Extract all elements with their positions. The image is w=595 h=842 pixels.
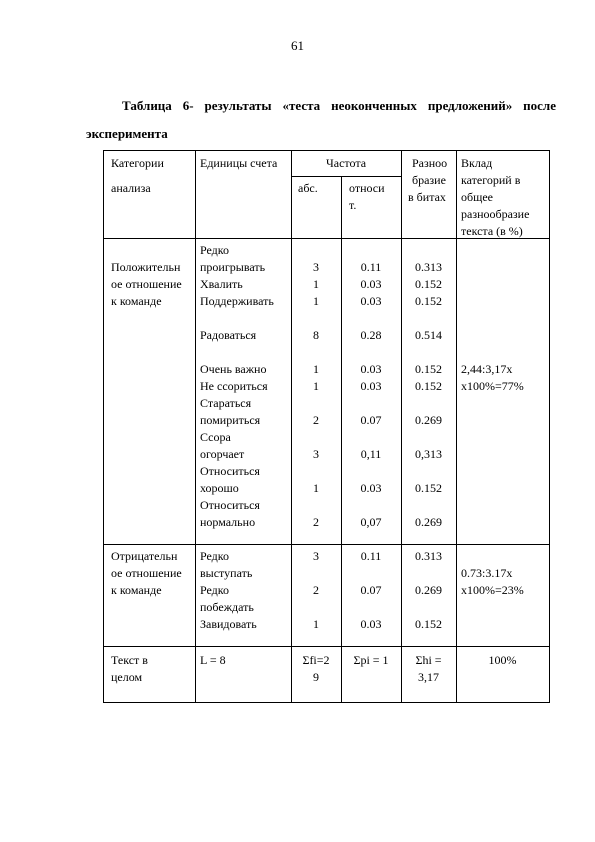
total-contribution: 100%: [488, 653, 517, 667]
unit-label: выступать: [200, 566, 253, 580]
rel-value: 0.07: [360, 413, 382, 427]
abs-value: 3: [313, 260, 319, 274]
abs-value: 1: [313, 617, 319, 631]
header-contribution-line-2: категорий в: [461, 173, 521, 187]
rel-value: 0.03: [360, 294, 382, 308]
header-diversity-line-3: в битах: [408, 190, 446, 204]
rel-value: 0.03: [360, 362, 382, 376]
group-negative-category-line-3: к команде: [111, 583, 162, 597]
unit-label: Завидовать: [200, 617, 257, 631]
header-category-line-1: Категории: [111, 156, 164, 170]
abs-value: 1: [313, 481, 319, 495]
unit-label: Ссора: [200, 430, 231, 444]
abs-value: 1: [313, 277, 319, 291]
bits-value: 0.152: [415, 617, 442, 631]
abs-value: 2: [313, 515, 319, 529]
header-rel-line-1: относи: [349, 181, 385, 195]
header-frequency: Частота: [325, 156, 367, 170]
bits-value: 0.514: [415, 328, 442, 342]
results-table: [103, 150, 550, 703]
unit-label: огорчает: [200, 447, 245, 461]
page-number: 61: [291, 38, 304, 53]
rel-value: 0.11: [360, 260, 382, 274]
header-rel-line-2: т.: [349, 198, 357, 212]
bits-value: 0.152: [415, 362, 442, 376]
rel-value: 0.11: [360, 549, 382, 563]
total-units: L = 8: [200, 653, 226, 667]
bits-value: 0.152: [415, 379, 442, 393]
unit-label: Редко: [200, 549, 230, 563]
total-rel: Σpi = 1: [353, 653, 389, 667]
total-category-line-1: Текст в: [111, 653, 148, 667]
group-negative-contribution-line-2: х100%=23%: [461, 583, 524, 597]
header-abs: абс.: [298, 181, 318, 195]
group-positive-contribution-line-1: 2,44:3,17х: [461, 362, 513, 376]
abs-value: 3: [313, 549, 319, 563]
unit-label: Очень важно: [200, 362, 267, 376]
total-category-line-2: целом: [111, 670, 143, 684]
bits-value: 0.313: [415, 260, 442, 274]
abs-value: 1: [313, 379, 319, 393]
abs-value: 2: [313, 583, 319, 597]
rel-value: 0.03: [360, 481, 382, 495]
group-positive-category-line-1: Положительн: [111, 260, 181, 274]
unit-label: Поддерживать: [200, 294, 274, 308]
unit-label: Редко: [200, 243, 230, 257]
abs-value: 2: [313, 413, 319, 427]
unit-label: хорошо: [200, 481, 239, 495]
header-category-line-2: анализа: [111, 181, 151, 195]
unit-label: нормально: [200, 515, 256, 529]
group-positive-category-line-2: ое отношение: [111, 277, 182, 291]
unit-label: Хвалить: [200, 277, 243, 291]
group-negative-category-line-2: ое отношение: [111, 566, 182, 580]
header-contribution-line-5: текста (в %): [461, 224, 523, 238]
bits-value: 0.152: [415, 294, 442, 308]
total-abs-line-2: 9: [313, 670, 319, 684]
abs-value: 1: [313, 294, 319, 308]
header-diversity-line-1: Разноо: [412, 156, 448, 170]
unit-label: помириться: [200, 413, 261, 427]
group-negative-category-line-1: Отрицательн: [111, 549, 178, 563]
total-abs-line-1: Σfi=2: [302, 653, 330, 667]
group-positive-category-line-3: к команде: [111, 294, 162, 308]
rel-value: 0,11: [360, 447, 382, 461]
rel-value: 0.03: [360, 617, 382, 631]
rel-value: 0.03: [360, 379, 382, 393]
total-bits-line-1: Σhi =: [415, 653, 442, 667]
bits-value: 0.152: [415, 481, 442, 495]
bits-value: 0,313: [415, 447, 442, 461]
unit-label: Стараться: [200, 396, 252, 410]
rel-value: 0.07: [360, 583, 382, 597]
rel-value: 0.03: [360, 277, 382, 291]
bits-value: 0.269: [415, 515, 442, 529]
bits-value: 0.152: [415, 277, 442, 291]
abs-value: 1: [313, 362, 319, 376]
bits-value: 0.269: [415, 583, 442, 597]
unit-label: Редко: [200, 583, 230, 597]
header-contribution-line-1: Вклад: [461, 156, 493, 170]
unit-label: Относиться: [200, 498, 260, 512]
header-contribution-line-3: общее: [461, 190, 493, 204]
group-positive-contribution-line-2: х100%=77%: [461, 379, 524, 393]
bits-value: 0.269: [415, 413, 442, 427]
table-caption-line-2: эксперимента: [86, 126, 168, 141]
unit-label: проигрывать: [200, 260, 266, 274]
unit-label: Относиться: [200, 464, 260, 478]
abs-value: 8: [313, 328, 319, 342]
unit-label: Не ссориться: [200, 379, 268, 393]
rel-value: 0,07: [360, 515, 382, 529]
table-caption-line-1: Таблица 6- результаты «теста неоконченных предложений» после: [122, 98, 556, 113]
unit-label: побеждать: [200, 600, 254, 614]
unit-label: Радоваться: [200, 328, 257, 342]
total-bits-line-2: 3,17: [418, 670, 439, 684]
header-diversity-line-2: бразие: [412, 173, 446, 187]
abs-value: 3: [313, 447, 319, 461]
rel-value: 0.28: [360, 328, 382, 342]
header-contribution-line-4: разнообразие: [461, 207, 530, 221]
bits-value: 0.313: [415, 549, 442, 563]
header-units: Единицы счета: [200, 156, 278, 170]
group-negative-contribution-line-1: 0.73:3.17х: [461, 566, 513, 580]
